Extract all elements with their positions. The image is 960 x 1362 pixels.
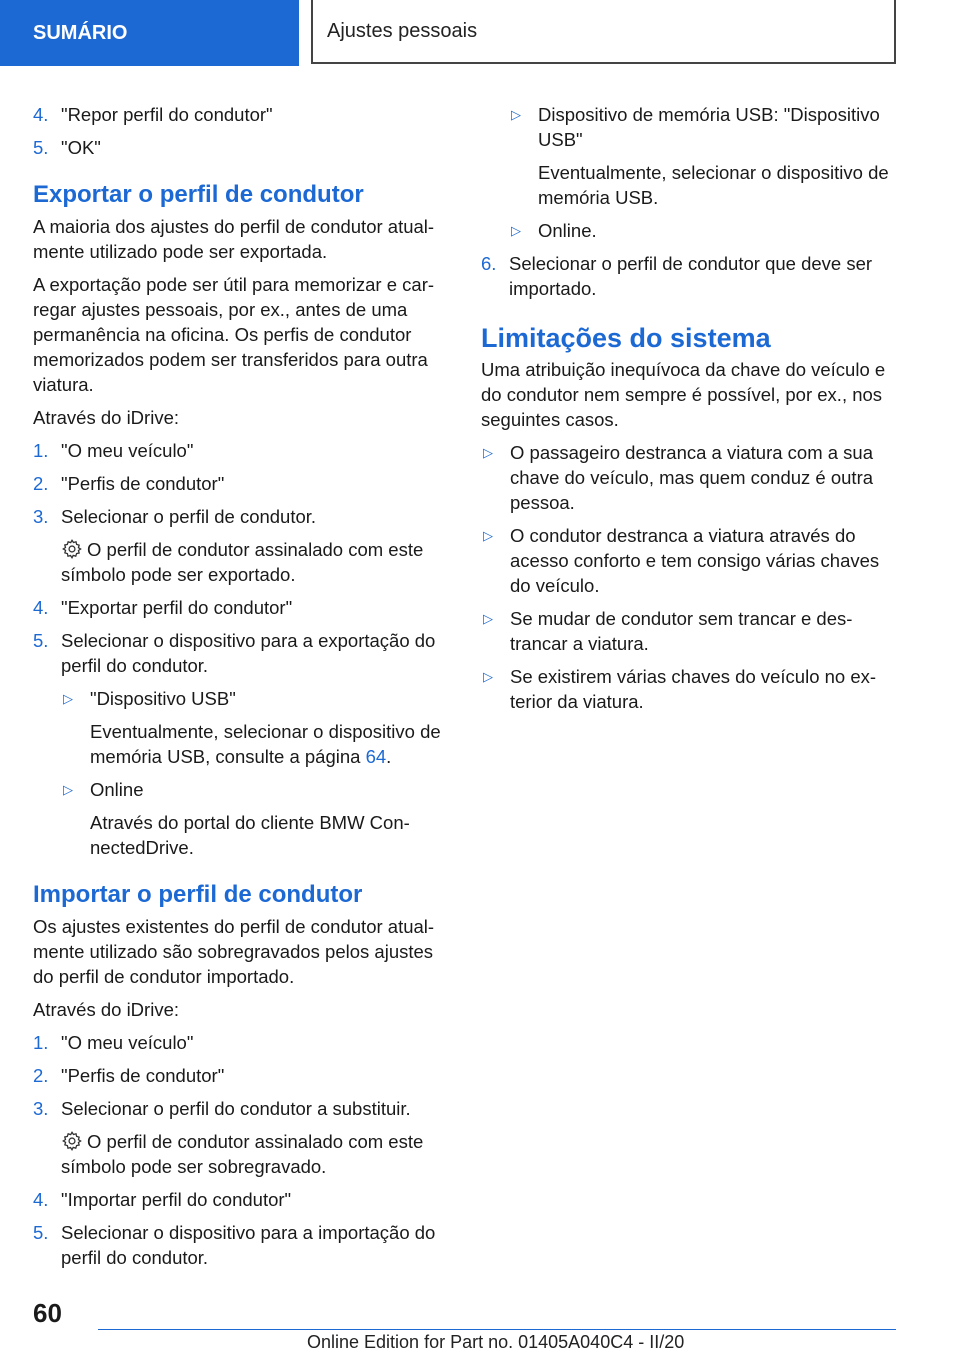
step-item xyxy=(33,628,448,678)
bullet-text: Online xyxy=(90,779,144,800)
limits-heading: Limitações do sistema xyxy=(481,323,771,353)
step-item xyxy=(33,504,448,529)
triangle-right-icon: ▷ xyxy=(483,611,493,626)
step-number: 3. xyxy=(33,1098,49,1119)
step-text: "Importar perfil do condutor" xyxy=(61,1189,292,1210)
step-number: 2. xyxy=(33,1065,49,1086)
bullet-text: "Dispositivo USB" xyxy=(90,688,236,709)
bullet-item xyxy=(33,777,448,802)
top-bar xyxy=(0,0,960,66)
section-title-tab xyxy=(311,0,896,64)
step-text: "Perfis de condutor" xyxy=(61,1065,225,1086)
export-para-2: A exportação pode ser útil para memorizar e car-regar ajustes pessoais, por ex., antes de uma permanência na oficina. Os perfis de condutor memorizados podem ser transferidos para outra viatura. xyxy=(33,274,435,395)
step-item xyxy=(33,595,448,620)
step-item xyxy=(33,1096,448,1121)
bullet-text: Dispositivo de memória USB: "Dispositivo USB" xyxy=(538,104,880,150)
triangle-right-icon: ▷ xyxy=(63,782,73,797)
import-note xyxy=(33,1129,448,1179)
step-number: 3. xyxy=(33,506,49,527)
step-number: 1. xyxy=(33,1032,49,1053)
step-item xyxy=(33,1063,448,1088)
usb-detail xyxy=(33,719,448,769)
bullet-item xyxy=(481,102,896,152)
page-number: 60 xyxy=(33,1298,62,1328)
step-text: Selecionar o perfil de condutor que deve ser importado. xyxy=(509,253,873,299)
footer-edition: Online Edition for Part no. 01405A040C4 - II/20 xyxy=(307,1332,685,1352)
bullet-item xyxy=(33,686,448,711)
footer-divider xyxy=(98,1329,896,1330)
triangle-right-icon: ▷ xyxy=(511,107,521,122)
gear-icon xyxy=(61,1130,83,1152)
step-number: 6. xyxy=(481,253,497,274)
bullet-item xyxy=(481,523,896,598)
step-text: "Exportar perfil do condutor" xyxy=(61,597,293,618)
usb-detail-end: . xyxy=(386,746,392,767)
note-text: O perfil de condutor assinalado com este símbolo pode ser exportado. xyxy=(61,539,424,585)
step-number: 5. xyxy=(33,137,49,158)
bullet-text: O passageiro destranca a viatura com a sua chave do veículo, mas quem conduz é outra pessoa. xyxy=(510,442,874,513)
step-item xyxy=(33,1220,448,1270)
step-item xyxy=(481,251,896,301)
step-item xyxy=(33,1030,448,1055)
step-number: 2. xyxy=(33,473,49,494)
bullet-text: Se existirem várias chaves do veículo no ex-terior da viatura. xyxy=(510,666,877,712)
note-text: O perfil de condutor assinalado com este símbolo pode ser sobregravado. xyxy=(61,1131,424,1177)
triangle-right-icon: ▷ xyxy=(483,445,493,460)
step-item xyxy=(33,102,448,127)
bullet-item xyxy=(481,664,896,714)
bullet-text: Se mudar de condutor sem trancar e des-trancar a viatura. xyxy=(510,608,853,654)
step-item xyxy=(33,135,448,160)
step-text: Selecionar o dispositivo para a importação do perfil do condutor. xyxy=(61,1222,436,1268)
sumario-tab[interactable]: SUMÁRIO xyxy=(0,0,299,66)
usb-detail: Eventualmente, selecionar o dispositivo de memória USB. xyxy=(538,162,889,208)
import-heading: Importar o perfil de condutor xyxy=(33,881,363,908)
bullet-item xyxy=(481,218,896,243)
limits-para: Uma atribuição inequívoca da chave do veículo e do condutor nem sempre é possível, por ex., nos seguintes casos. xyxy=(481,359,886,430)
online-detail: Através do portal do cliente BMW Con-nectedDrive. xyxy=(90,812,410,858)
step-text: Selecionar o perfil de condutor. xyxy=(61,506,317,527)
step-number: 4. xyxy=(33,1189,49,1210)
page-link[interactable]: 64 xyxy=(365,746,387,767)
import-para-1: Os ajustes existentes do perfil de condutor atual-mente utilizado são sobregravados pelos ajustes do perfil de condutor importado. xyxy=(33,916,435,987)
step-number: 5. xyxy=(33,1222,49,1243)
section-title: Ajustes pessoais xyxy=(327,19,478,42)
export-para-1: A maioria dos ajustes do perfil de condutor atual-mente utilizado pode ser exportada. xyxy=(33,216,435,262)
triangle-right-icon: ▷ xyxy=(483,528,493,543)
step-item xyxy=(33,438,448,463)
bullet-item xyxy=(481,606,896,656)
export-via: Através do iDrive: xyxy=(33,407,179,428)
step-text: "OK" xyxy=(61,137,101,158)
step-number: 1. xyxy=(33,440,49,461)
right-column xyxy=(481,102,896,722)
step-text: "Repor perfil do condutor" xyxy=(61,104,273,125)
step-number: 5. xyxy=(33,630,49,651)
triangle-right-icon: ▷ xyxy=(483,669,493,684)
bullet-item xyxy=(481,440,896,515)
bullet-text: Online. xyxy=(538,220,597,241)
export-note xyxy=(33,537,448,587)
step-text: "O meu veículo" xyxy=(61,1032,194,1053)
triangle-right-icon: ▷ xyxy=(63,691,73,706)
step-item xyxy=(33,1187,448,1212)
import-via: Através do iDrive: xyxy=(33,999,179,1020)
bullet-text: O condutor destranca a viatura através do acesso conforto e tem consigo várias chaves do veículo. xyxy=(510,525,880,596)
step-number: 4. xyxy=(33,104,49,125)
step-text: Selecionar o dispositivo para a exportação do perfil do condutor. xyxy=(61,630,436,676)
step-text: "Perfis de condutor" xyxy=(61,473,225,494)
step-item xyxy=(33,471,448,496)
step-text: "O meu veículo" xyxy=(61,440,194,461)
left-column xyxy=(33,102,448,1278)
step-text: Selecionar o perfil do condutor a substituir. xyxy=(61,1098,411,1119)
triangle-right-icon: ▷ xyxy=(511,223,521,238)
gear-icon xyxy=(61,538,83,560)
export-heading: Exportar o perfil de condutor xyxy=(33,181,364,208)
usb-detail-text: Eventualmente, selecionar o dispositivo de memória USB, consulte a página xyxy=(90,721,441,767)
step-number: 4. xyxy=(33,597,49,618)
